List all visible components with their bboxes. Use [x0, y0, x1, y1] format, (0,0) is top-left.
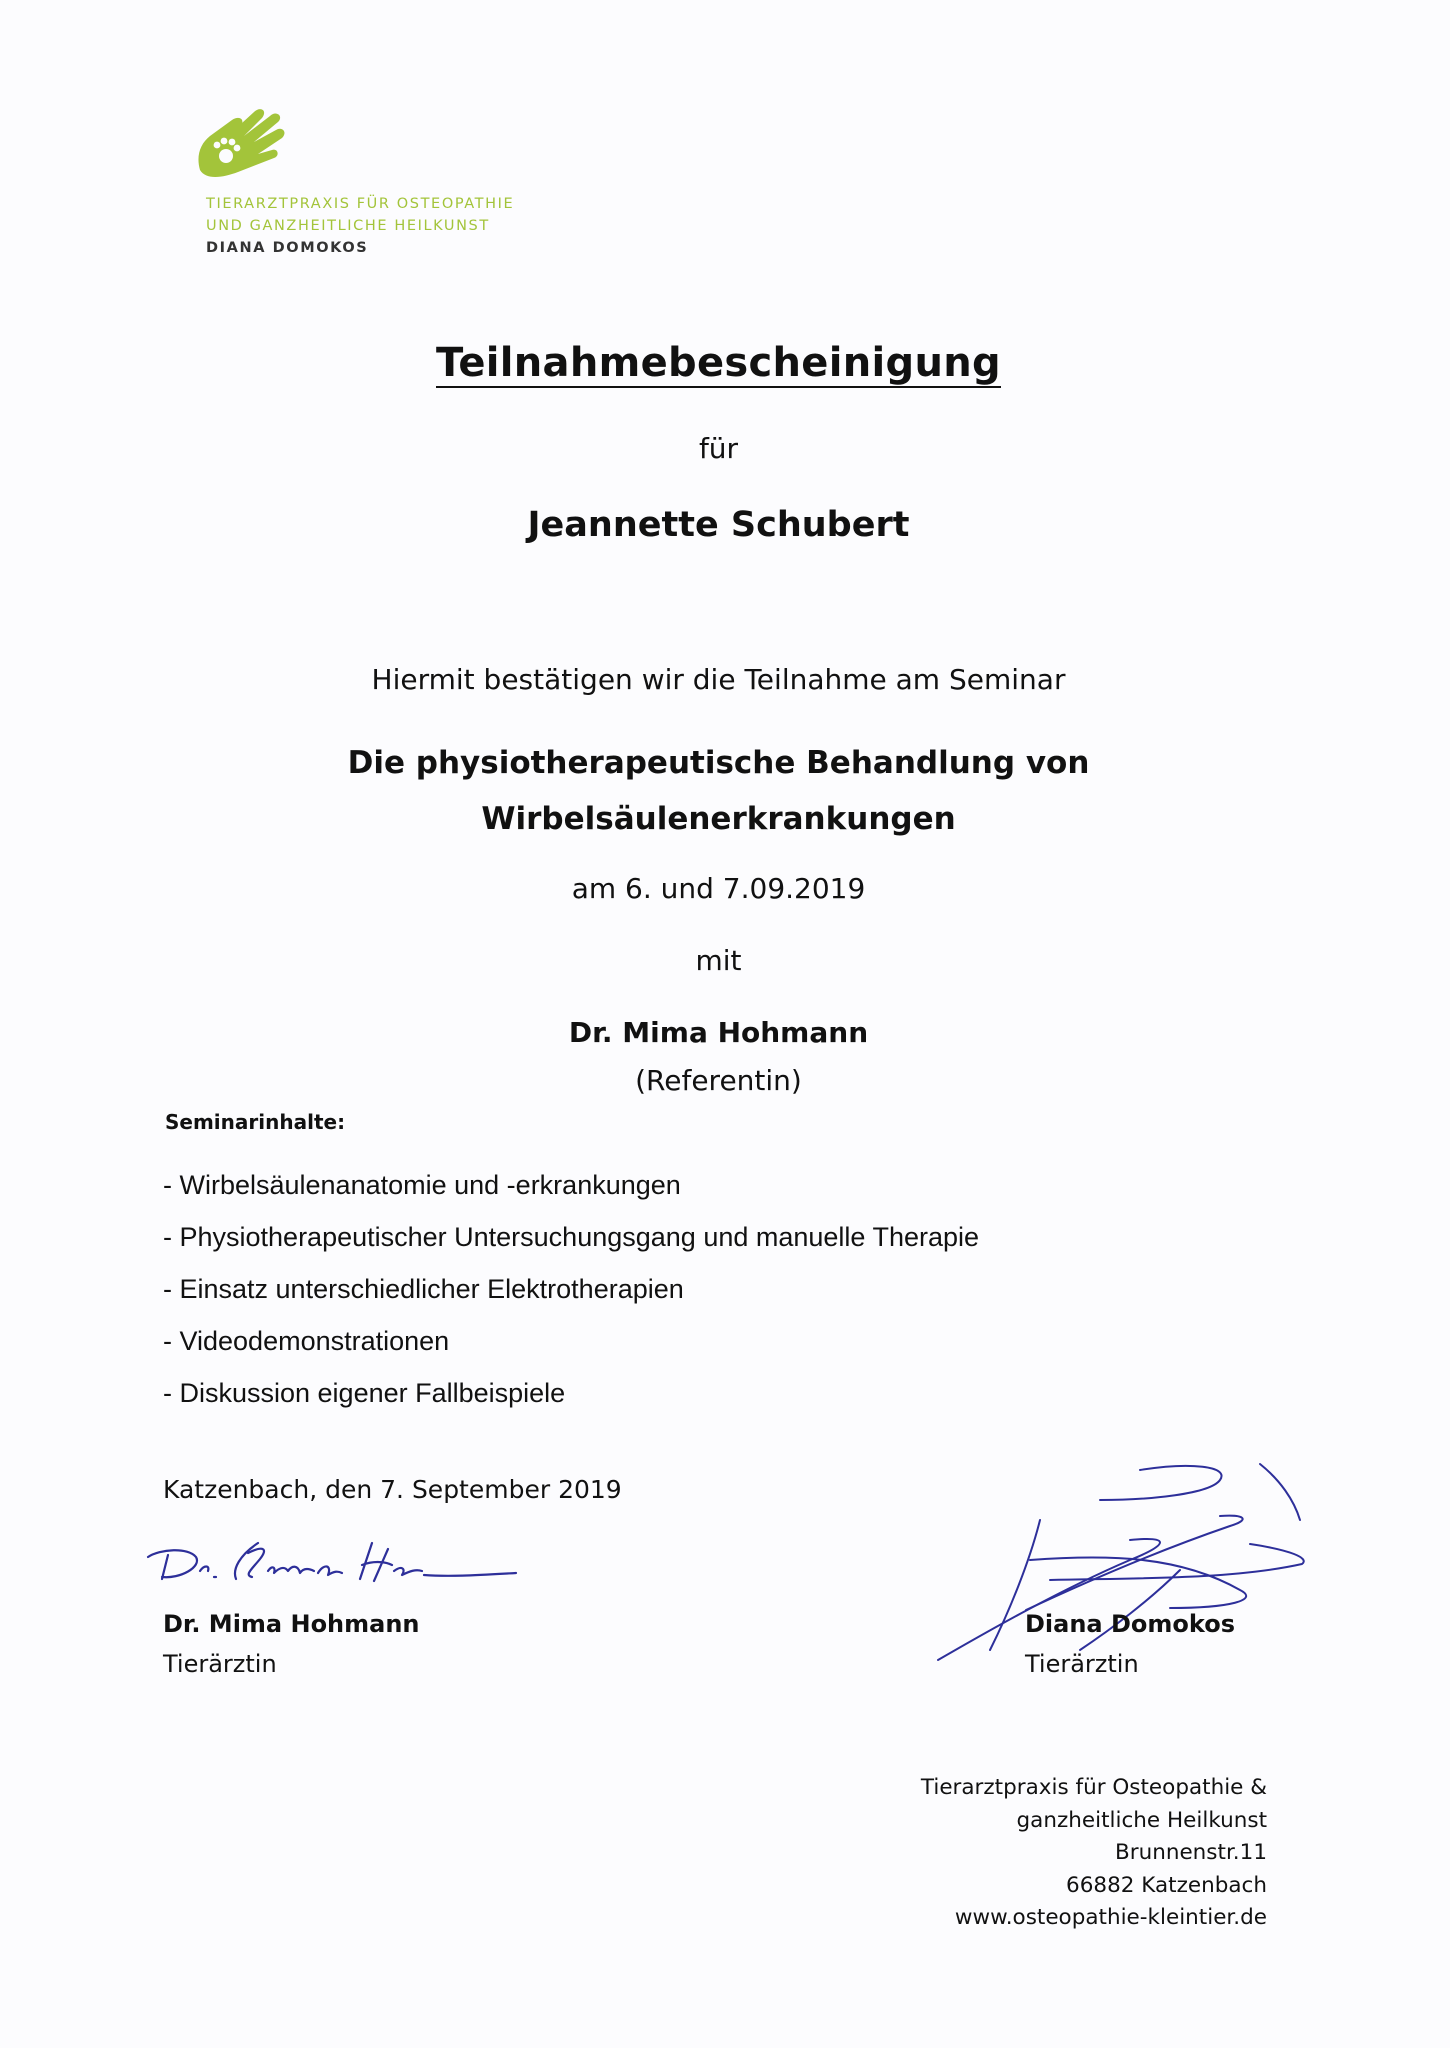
hand-paw-icon [192, 100, 302, 180]
signature-right-title: Tierärztin [1025, 1650, 1139, 1678]
address-website-link[interactable]: www.osteopathie-kleintier.de [954, 1905, 1267, 1930]
list-item: - Videodemonstrationen [163, 1326, 450, 1356]
place-date: Katzenbach, den 7. September 2019 [163, 1475, 622, 1504]
participant-name: Jeannette Schubert [527, 505, 910, 545]
seminar-title-line-2: Wirbelsäulenerkrankungen [481, 801, 956, 837]
signature-left-title: Tierärztin [163, 1650, 277, 1678]
contents-heading: Seminarinhalte: [165, 1110, 346, 1134]
address-line-4: 66882 Katzenbach [1066, 1872, 1267, 1898]
list-item: - Einsatz unterschiedlicher Elektrotherapien [163, 1274, 684, 1304]
intro-text: Hiermit bestätigen wir die Teilnahme am Seminar [371, 663, 1066, 696]
address-block [921, 1772, 1267, 1935]
for-label: für [698, 432, 739, 465]
logo-line-1: TIERARZTPRAXIS FÜR OSTEOPATHIE [206, 196, 515, 212]
signature-right [930, 1460, 1310, 1670]
signature-left [140, 1535, 530, 1605]
list-item: - Wirbelsäulenanatomie und -erkrankungen [163, 1170, 681, 1200]
speaker-role: (Referentin) [635, 1064, 802, 1097]
list-item: - Diskussion eigener Fallbeispiele [163, 1378, 566, 1408]
contents-list [163, 1168, 979, 1428]
seminar-title [0, 735, 1437, 847]
logo-line-2: UND GANZHEITLICHE HEILKUNST [206, 218, 490, 234]
with-label: mit [695, 944, 742, 977]
seminar-date: am 6. und 7.09.2019 [571, 872, 866, 905]
certificate-title-text: Teilnahmebescheinigung [436, 340, 1001, 386]
address-line-1: Tierarztpraxis für Osteopathie & [920, 1775, 1267, 1800]
speaker-name: Dr. Mima Hohmann [568, 1016, 869, 1049]
logo-text [206, 193, 514, 259]
address-line-2: ganzheitliche Heilkunst [1016, 1807, 1267, 1833]
address-line-3: Brunnenstr.11 [1114, 1840, 1267, 1865]
list-item: - Physiotherapeutischer Untersuchungsgang und manuelle Therapie [163, 1222, 980, 1252]
certificate-title [0, 340, 1437, 386]
signature-right-name: Diana Domokos [1025, 1610, 1235, 1638]
logo-line-3: DIANA DOMOKOS [206, 240, 369, 256]
seminar-title-line-1: Die physiotherapeutische Behandlung von [347, 745, 1090, 781]
signature-left-name: Dr. Mima Hohmann [163, 1610, 420, 1638]
